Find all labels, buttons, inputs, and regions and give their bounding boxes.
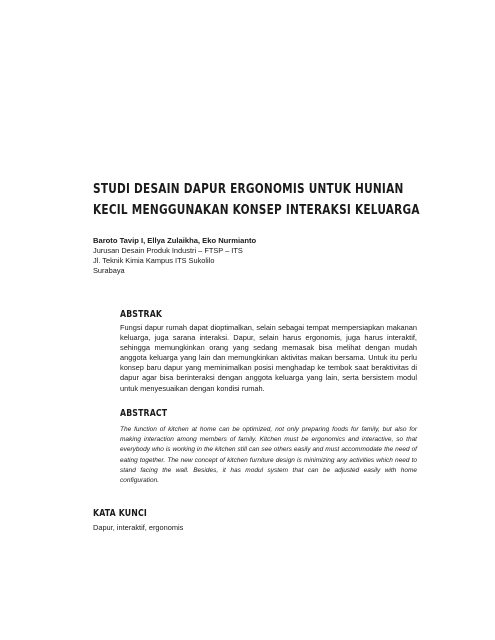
abstrak-heading: ABSTRAK bbox=[120, 309, 163, 320]
abstrak-body: Fungsi dapur rumah dapat dioptimalkan, selain sebagai tempat mempersiapkan makanan keluarga, juga sarana interaksi. Dapur, selain harus ergonomis, juga harus interaktif, sehingga memungkinkan orang yang sedang memasak bisa melihat dengan mudah anggota keluarga yang lain dan memungkinkan aktivitas makan bersama. Untuk itu perlu konsep baru dapur yang meminimalkan posisi menghadap ke tembok saat beraktivitas di dapur agar bisa berinteraksi dengan anggota keluarga yang lain, serta bersistem modul untuk menyesuaikan dengan kondisi rumah. bbox=[120, 323, 417, 393]
affiliation-line: Surabaya bbox=[93, 266, 125, 275]
paper-title bbox=[93, 179, 420, 221]
title-line-1: STUDI DESAIN DAPUR ERGONOMIS UNTUK HUNIAN bbox=[93, 181, 404, 197]
keywords-heading: KATA KUNCI bbox=[93, 508, 147, 519]
author-list: Baroto Tavip I, Ellya Zulaikha, Eko Nurmianto bbox=[93, 236, 257, 245]
affiliation-line: Jl. Teknik Kimia Kampus ITS Sukolilo bbox=[93, 256, 215, 265]
abstract-body: The function of kitchen at home can be optimized, not only preparing foods for family, but also for making interaction among members of family. Kitchen must be ergonomics and interactive, so that everybody who is working in the kitchen still can see others easily and must accommodate the need of eating together. The new concept of kitchen furniture design is minimizing any activities which need to stand facing the wall. Besides, it has modul system that can be adjusted easily with home configuration. bbox=[120, 426, 417, 485]
affiliation-line: Jurusan Desain Produk Industri – FTSP – ITS bbox=[93, 246, 243, 255]
title-line-2: KECIL MENGGUNAKAN KONSEP INTERAKSI KELUARGA bbox=[93, 202, 420, 218]
affiliation bbox=[93, 246, 243, 276]
abstract-heading: ABSTRACT bbox=[120, 408, 168, 419]
keywords-body: Dapur, interaktif, ergonomis bbox=[93, 523, 184, 532]
